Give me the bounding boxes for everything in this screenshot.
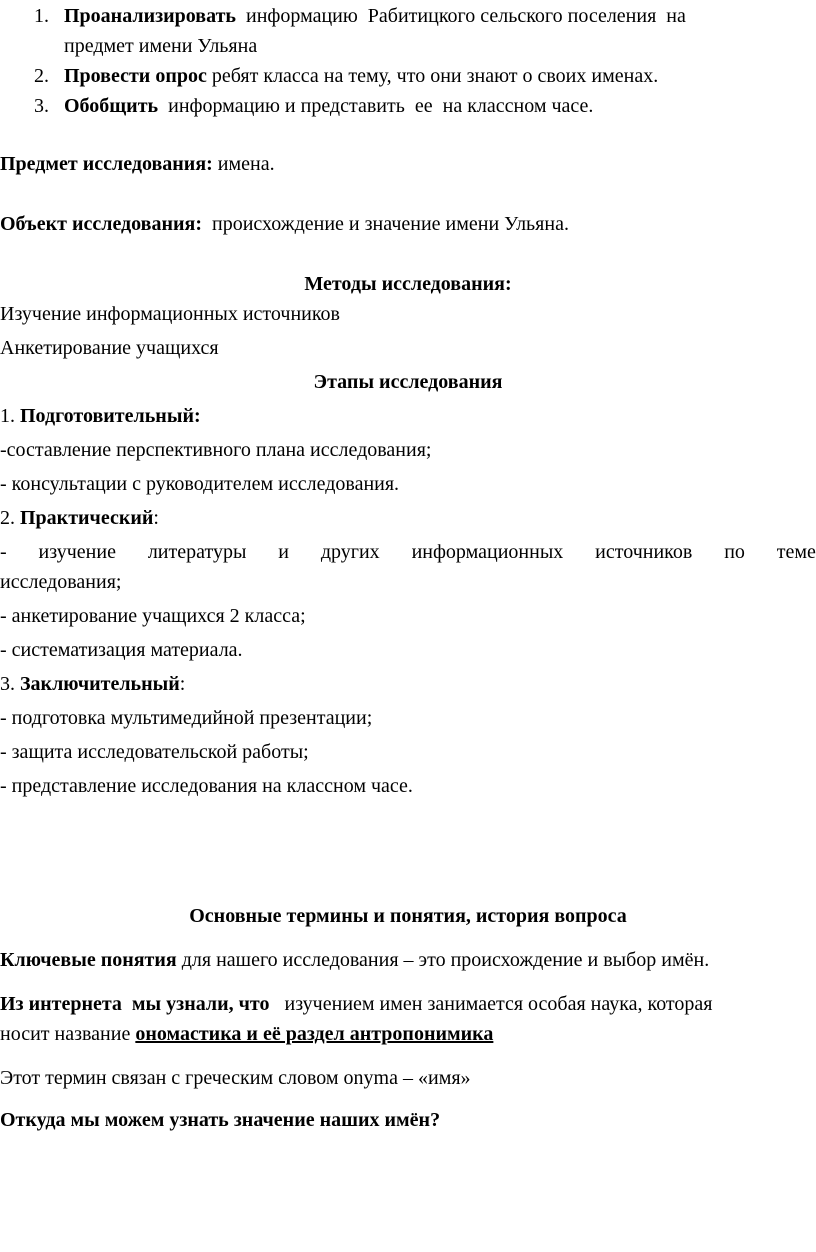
stage-item: - подготовка мультимедийной презентации; [0, 707, 373, 729]
stage-final-title: 3. Заключительный: [0, 673, 186, 695]
internet-paragraph-continuation: носит название ономастика и её раздел антропонимика [0, 1023, 494, 1045]
greek-term: Этот термин связан с греческим словом onyma – «имя» [0, 1067, 471, 1089]
stage-practical-title: 2. Практический: [0, 507, 159, 529]
stage-item: - защита исследовательской работы; [0, 741, 309, 763]
task-verb: Проанализировать [64, 5, 236, 27]
stage-prep-title: 1. Подготовительный: [0, 405, 201, 427]
terms-heading: Основные термины и понятия, история вопроса [189, 905, 627, 927]
object-label: Объект исследования: [0, 213, 203, 235]
task-verb: Провести опрос [64, 65, 207, 87]
task-text: ребят класса на тему, что они знают о своих именах. [206, 65, 659, 87]
question: Откуда мы можем узнать значение наших имён? [0, 1109, 441, 1131]
stage-prep-label: Подготовительный: [20, 405, 201, 427]
method-item: Изучение информационных источников [0, 303, 340, 325]
task-number: 3. [34, 95, 49, 117]
stage-item-continuation: исследования; [0, 571, 122, 593]
research-object [0, 212, 569, 236]
stage-item: - систематизация материала. [0, 639, 243, 661]
key-concepts-label: Ключевые понятия [0, 949, 177, 971]
internet-paragraph [0, 992, 713, 1016]
stages-heading: Этапы исследования [313, 371, 503, 393]
internet-text: изучением имен занимается особая наука, которая [269, 993, 713, 1015]
methods-heading: Методы исследования: [304, 273, 512, 295]
task-text: информацию Рабитицкого сельского поселения на [236, 5, 686, 27]
object-text: происхождение и значение имени Ульяна. [202, 213, 569, 235]
research-subject [0, 152, 275, 176]
stage-item: - представление исследования на классном часе. [0, 775, 413, 797]
onomastics-term: ономастика и её раздел антропонимика [135, 1023, 494, 1045]
stage-item: - консультации с руководителем исследования. [0, 473, 400, 495]
stage-final-label: Заключительный [20, 673, 180, 695]
stage-item-justified: - изучение литературы и других информационных источников по теме [0, 541, 816, 563]
task-text: информацию и представить ее на классном часе. [158, 95, 594, 117]
task-verb: Обобщить [64, 95, 159, 117]
task-number: 1. [34, 5, 49, 27]
task-number: 2. [34, 65, 49, 87]
method-item: Анкетирование учащихся [0, 337, 219, 359]
internet-label: Из интернета мы узнали, что [0, 993, 270, 1015]
stage-item: - анкетирование учащихся 2 класса; [0, 605, 306, 627]
key-concepts-text: для нашего исследования – это происхождение и выбор имён. [176, 949, 710, 971]
key-concepts [0, 948, 709, 972]
task-1-continuation: предмет имени Ульяна [64, 35, 258, 57]
stage-practical-label: Практический [20, 507, 154, 529]
stage-item: -составление перспективного плана исследования; [0, 439, 432, 461]
subject-text: имена. [212, 153, 275, 175]
subject-label: Предмет исследования: [0, 153, 213, 175]
